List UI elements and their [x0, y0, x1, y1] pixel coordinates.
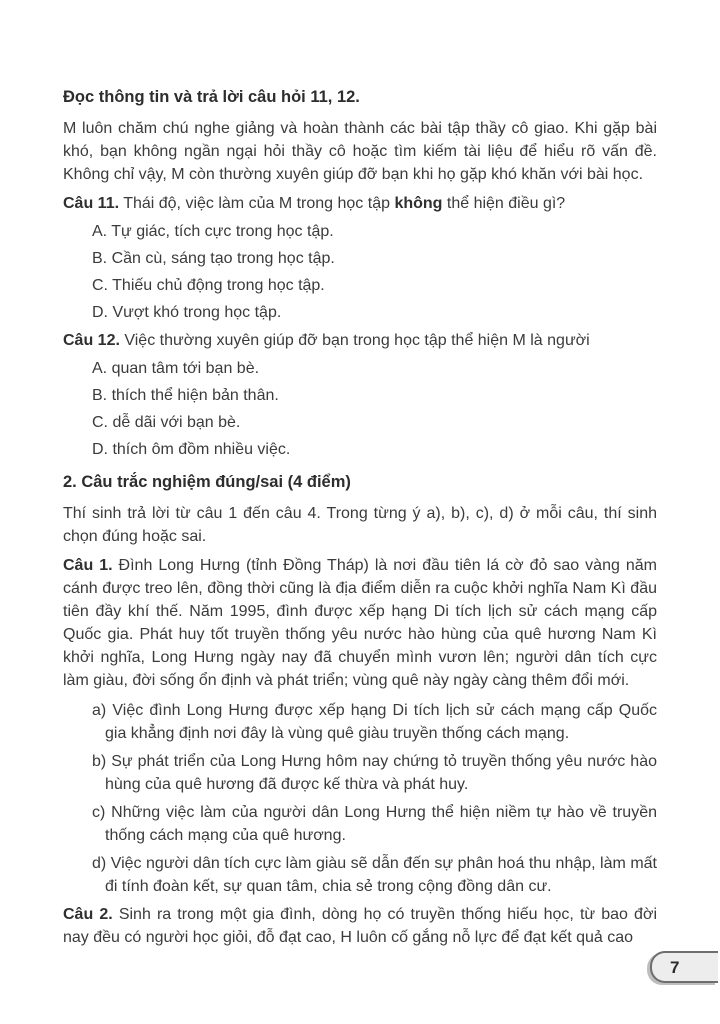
option-11-b: B. Cần cù, sáng tạo trong học tập.: [92, 250, 335, 267]
question-12-text: Việc thường xuyên giúp đỡ bạn trong học tập thể hiện M là người: [119, 332, 590, 349]
question-2-label: Câu 2.: [63, 906, 113, 923]
option-11-d: D. Vượt khó trong học tập.: [92, 304, 282, 321]
option-12-a: A. quan tâm tới bạn bè.: [92, 360, 260, 377]
question-11: [63, 192, 657, 215]
question-11-text-before: Thái độ, việc làm của M trong học tập: [119, 195, 395, 212]
statement-c: [63, 801, 657, 847]
question-12: [63, 329, 657, 352]
statement-b: [63, 750, 657, 796]
statement-d-text: Việc người dân tích cực làm giàu sẽ dẫn đến sự phân hoá thu nhập, làm mất đi tính đoàn kết, sự quan tâm, chia sẻ trong cộng đồng dân cư.: [105, 855, 657, 895]
option-11-a: A. Tự giác, tích cực trong học tập.: [92, 223, 334, 240]
question-1-statements: [63, 699, 657, 898]
statement-c-text: Những việc làm của người dân Long Hưng thể hiện niềm tự hào về truyền thống cách mạng của quê hương.: [105, 804, 657, 844]
option-12-d: D. thích ôm đồm nhiều việc.: [92, 441, 291, 458]
question-1: [63, 554, 657, 692]
statement-b-text: Sự phát triển của Long Hưng hôm nay chứng tỏ truyền thống yêu nước hào hùng của quê hương đã được kế thừa và phát huy.: [105, 753, 657, 793]
reading-passage: M luôn chăm chú nghe giảng và hoàn thành các bài tập thầy cô giao. Khi gặp bài khó, bạn không ngần ngại hỏi thầy cô hoặc tìm kiếm tài liệu để hiểu rõ vấn đề. Không chỉ vậy, M còn thường xuyên giúp đỡ bạn khi họ gặp khó khăn với bài học.: [63, 120, 657, 183]
option-12-c: C. dễ dãi với bạn bè.: [92, 414, 241, 431]
statement-a: [63, 699, 657, 745]
statement-a-text: Việc đình Long Hưng được xếp hạng Di tích lịch sử cách mạng cấp Quốc gia khẳng định nơi đây là vùng quê giàu truyền thống cách mạng.: [105, 702, 657, 742]
question-1-text: Đình Long Hưng (tỉnh Đồng Tháp) là nơi đầu tiên lá cờ đỏ sao vàng năm cánh được treo lên, đồng thời cũng là địa điểm diễn ra cuộc khởi nghĩa Nam Kì đầu tiên đầy khí thế. Năm 1995, đình được xếp hạng Di tích lịch sử cách mạng cấp Quốc gia. Phát huy tốt truyền thống yêu nước hào hùng của quê hương Nam Kì khởi nghĩa, Long Hưng ngày nay đã chuyển mình vươn lên; người dân tích cực làm giàu, đời sống ổn định và phát triển; vùng quê này ngày càng thêm đổi mới.: [63, 557, 657, 689]
question-11-emphasis: không: [394, 195, 443, 212]
question-12-options: [63, 357, 657, 461]
question-2-text: Sinh ra trong một gia đình, dòng họ có truyền thống hiếu học, từ bao đời nay đều có người học giỏi, đỗ đạt cao, H luôn cố gắng nỗ lực để đạt kết quả cao: [63, 906, 658, 946]
question-2: [63, 903, 657, 949]
statement-d: [63, 852, 657, 898]
option-11-c: C. Thiếu chủ động trong học tập.: [92, 277, 325, 294]
statement-a-label: a): [92, 702, 107, 719]
question-11-options: [63, 220, 657, 324]
section-2-heading: 2. Câu trắc nghiệm đúng/sai (4 điểm): [63, 473, 351, 491]
question-12-label: Câu 12.: [63, 332, 120, 349]
statement-b-label: b): [92, 753, 107, 770]
page-number-tab: [650, 951, 718, 983]
question-1-label: Câu 1.: [63, 557, 113, 574]
statement-d-label: d): [92, 855, 107, 872]
reading-heading: Đọc thông tin và trả lời câu hỏi 11, 12.: [63, 88, 360, 106]
statement-c-label: c): [92, 804, 106, 821]
page-number: 7: [670, 957, 680, 977]
option-12-b: B. thích thể hiện bản thân.: [92, 387, 279, 404]
section-2-instructions: Thí sinh trả lời từ câu 1 đến câu 4. Trong từng ý a), b), c), d) ở mỗi câu, thí sinh chọn đúng hoặc sai.: [63, 505, 657, 545]
page-content: [63, 86, 657, 956]
question-11-text-after: thể hiện điều gì?: [442, 195, 566, 212]
question-11-label: Câu 11.: [63, 195, 120, 212]
